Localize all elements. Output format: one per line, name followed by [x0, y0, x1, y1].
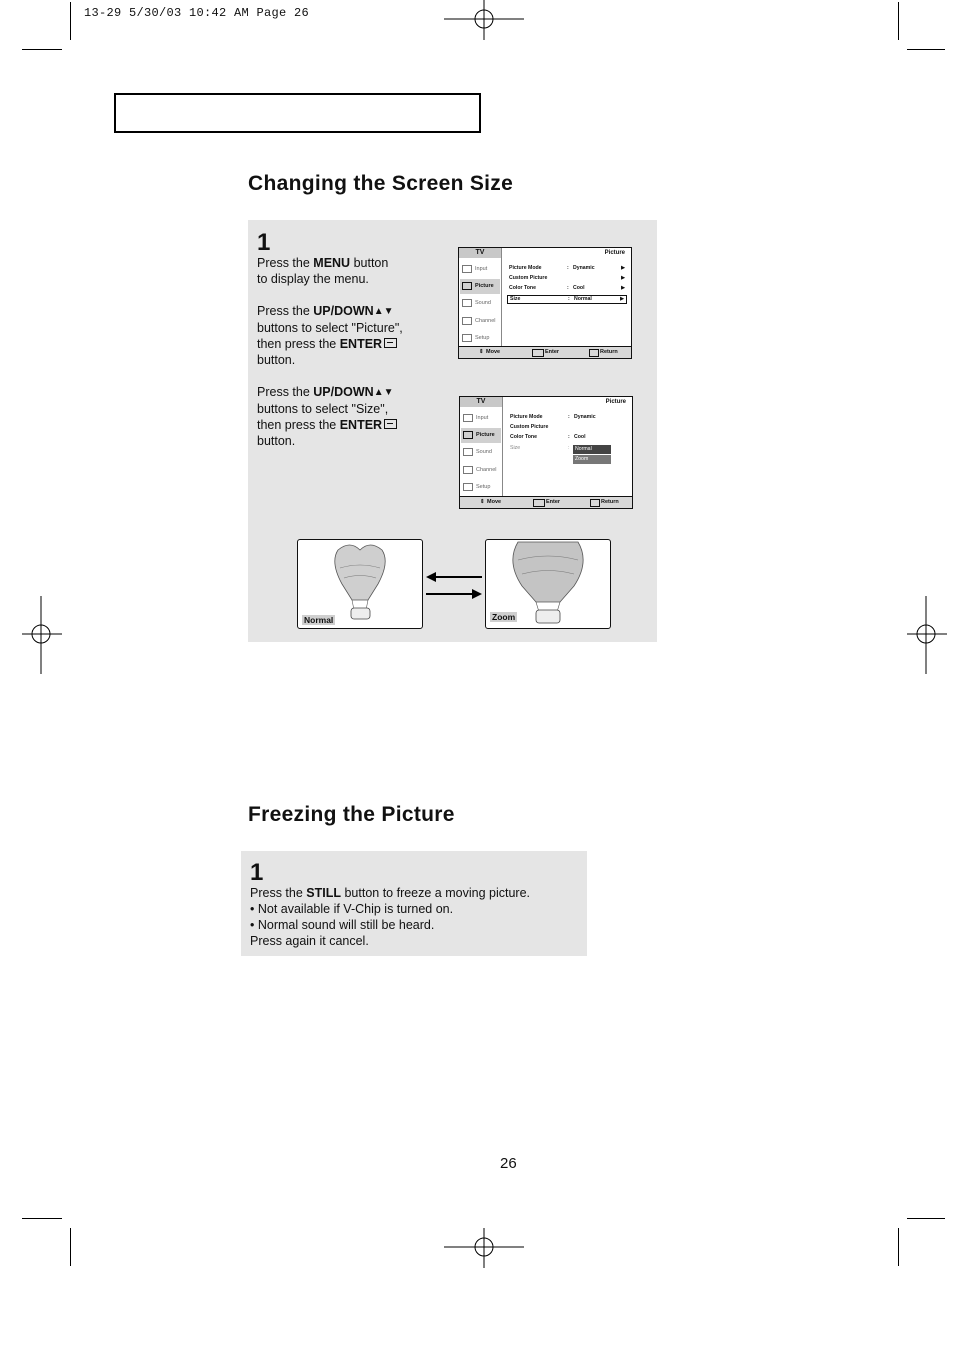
osd-side-channel: Channel	[460, 314, 500, 329]
osd-row: Picture Mode : Dynamic ▶	[509, 265, 625, 271]
down-arrow-icon: ▼	[383, 387, 394, 398]
osd-row: Custom Picture ▶	[509, 275, 625, 281]
enter-icon	[533, 499, 545, 507]
osd-title: Picture	[604, 250, 625, 256]
osd-picture-menu	[458, 247, 632, 359]
osd-side-sound: Sound	[461, 445, 501, 460]
crop-mark	[898, 1228, 899, 1266]
enter-icon	[384, 338, 397, 348]
move-icon: ⇕	[479, 349, 484, 355]
page-number: 26	[500, 1155, 517, 1172]
right-arrow-icon: ▶	[621, 265, 625, 271]
normal-size-picture	[297, 539, 423, 629]
move-icon: ⇕	[480, 499, 485, 505]
osd-side-picture: Picture	[461, 428, 501, 443]
osd-option-zoom: Zoom	[573, 455, 611, 464]
picture-icon	[462, 282, 472, 290]
osd-bottom-bar: ⇕ Move Enter Return	[460, 496, 632, 508]
osd-row: Size :	[510, 445, 570, 451]
right-arrow-icon: ▶	[620, 296, 624, 302]
crop-mark	[907, 1218, 945, 1219]
osd-side-setup: Setup	[461, 480, 501, 495]
osd-row: Picture Mode : Dynamic	[510, 414, 596, 420]
crop-mark	[22, 1218, 62, 1219]
up-arrow-icon: ▲	[373, 306, 384, 317]
return-icon	[590, 499, 600, 507]
osd-bottom-bar: ⇕ Move Enter Return	[459, 346, 631, 358]
osd-tv-label: TV	[460, 397, 502, 407]
osd-side-picture: Picture	[460, 279, 500, 294]
input-icon	[463, 414, 473, 422]
osd-title: Picture	[605, 399, 626, 405]
down-arrow-icon: ▼	[383, 306, 394, 317]
osd-row-selected: Size : Normal ▶	[507, 295, 627, 304]
picture-icon	[463, 431, 473, 439]
osd-row: Custom Picture	[510, 424, 549, 430]
section-title-screen-size: Changing the Screen Size	[248, 172, 514, 195]
return-icon	[589, 349, 599, 357]
setup-icon	[463, 483, 473, 491]
enter-icon	[384, 419, 397, 429]
step-number: 1	[250, 859, 264, 886]
osd-size-menu	[459, 396, 633, 509]
osd-row: Color Tone : Cool ▶	[509, 285, 625, 291]
crop-mark	[70, 2, 71, 40]
crop-mark	[70, 1228, 71, 1266]
zoom-size-picture	[485, 539, 611, 629]
input-icon	[462, 265, 472, 273]
crop-mark	[907, 49, 945, 50]
osd-side-sound: Sound	[460, 296, 500, 311]
antenna-icon	[462, 317, 472, 325]
osd-side-setup: Setup	[460, 331, 500, 346]
toggle-arrows-icon	[424, 568, 484, 604]
enter-icon	[532, 349, 544, 357]
registration-mark-icon	[444, 0, 524, 40]
zoom-label: Zoom	[492, 612, 516, 622]
registration-mark-icon	[907, 596, 947, 674]
step-number: 1	[257, 229, 271, 256]
speaker-icon	[463, 448, 473, 456]
crop-mark	[22, 49, 62, 50]
antenna-icon	[463, 466, 473, 474]
print-slug: 13-29 5/30/03 10:42 AM Page 26	[84, 6, 310, 20]
instruction-text: Press the MENU button to display the menu. Press the UP/DOWN▲▼ buttons to select "Picture", then press the ENTER button. Press the UP/DOWN▲▼ buttons to select "Size", then press the ENTER button.	[257, 256, 403, 448]
osd-row: Color Tone : Cool	[510, 434, 586, 440]
registration-mark-icon	[22, 596, 62, 674]
registration-mark-icon	[444, 1228, 524, 1268]
chapter-header-box	[114, 93, 481, 133]
right-arrow-icon: ▶	[621, 285, 625, 291]
section-title-freeze: Freezing the Picture	[248, 803, 455, 826]
crop-mark	[898, 2, 899, 40]
freeze-instruction-text: Press the STILL button to freeze a moving picture. • Not available if V-Chip is turned on. • Normal sound will still be heard. Press again it cancel.	[250, 886, 530, 948]
osd-side-input: Input	[460, 262, 500, 277]
normal-label: Normal	[304, 615, 334, 625]
up-arrow-icon: ▲	[373, 387, 384, 398]
osd-side-channel: Channel	[461, 463, 501, 478]
osd-side-input: Input	[461, 411, 501, 426]
osd-tv-label: TV	[459, 248, 501, 258]
setup-icon	[462, 334, 472, 342]
osd-option-normal: Normal	[573, 445, 611, 454]
speaker-icon	[462, 299, 472, 307]
right-arrow-icon: ▶	[621, 275, 625, 281]
